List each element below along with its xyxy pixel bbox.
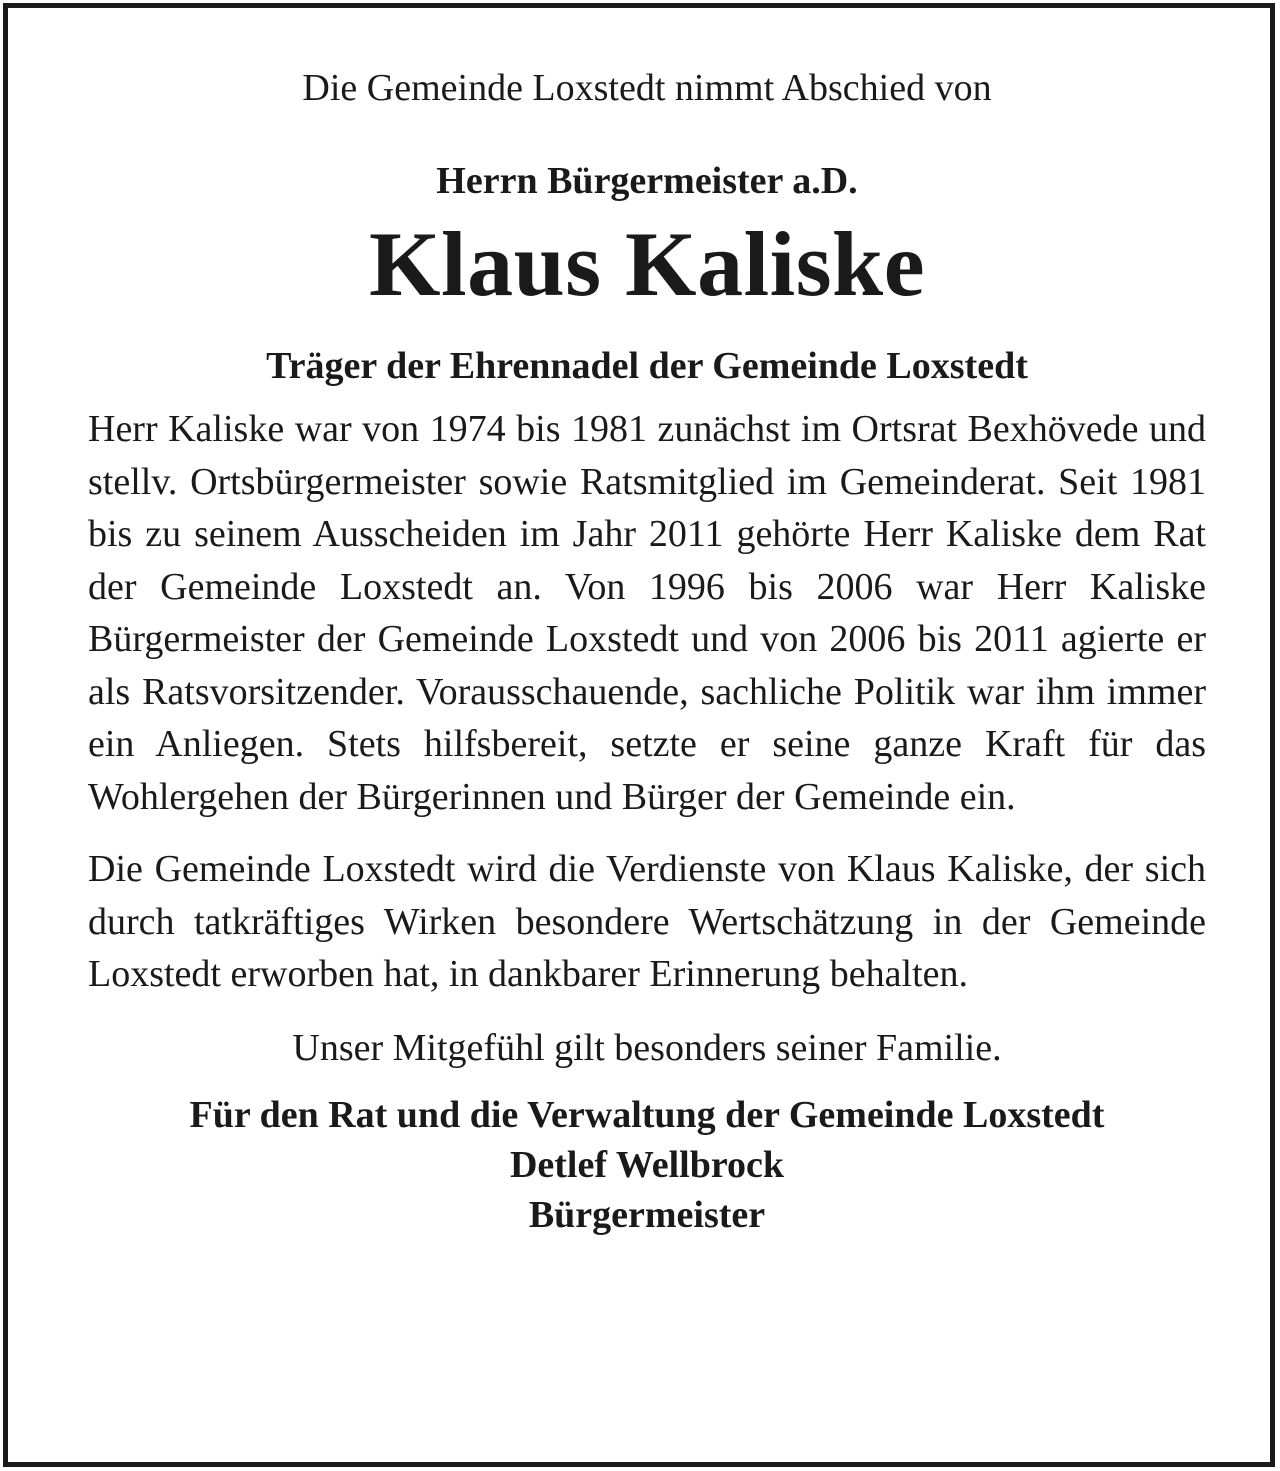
obituary-content [88,63,1206,1240]
award-line: Träger der Ehrennadel der Gemeinde Loxstedt [266,345,1028,387]
intro-line: Die Gemeinde Loxstedt nimmt Abschied von [302,67,992,109]
honorific-line: Herrn Bürgermeister a.D. [436,160,858,202]
signature-block [88,1090,1206,1240]
tribute-paragraph: Die Gemeinde Loxstedt wird die Verdienste von Klaus Kaliske, der sich durch tatkräftiges Wirken besondere Wertschätzung in der Gemeinde Loxstedt erworben hat, in dankbarer Erinnerung behalten. [88,848,1206,995]
signature-name: Detlef Wellbrock [509,1143,785,1186]
condolence-line: Unser Mitgefühl gilt besonders seiner Familie. [292,1026,1002,1069]
biography-paragraph: Herr Kaliske war von 1974 bis 1981 zunächst im Ortsrat Bexhövede und stellv. Ortsbürgermeister sowie Ratsmitglied im Gemeinderat. Seit 1981 bis zu seinem Ausscheiden im Jahr 2011 gehörte Herr Kaliske dem Rat der Gemeinde Loxstedt an. Von 1996 bis 2006 war Herr Kaliske Bürgermeister der Gemeinde Loxstedt und von 2006 bis 2011 agierte er als Ratsvorsitzender. Vorausschauende, sachliche Politik war ihm immer ein Anliegen. Stets hilfsbereit, setzte er seine ganze Kraft für das Wohlergehen der Bürgerinnen und Bürger der Gemeinde ein. [88,408,1206,818]
deceased-name: Klaus Kaliske [368,213,926,315]
signature-organization: Für den Rat und die Verwaltung der Gemeinde Loxstedt [189,1093,1105,1136]
signature-title: Bürgermeister [528,1193,766,1236]
obituary-frame [3,3,1275,1467]
